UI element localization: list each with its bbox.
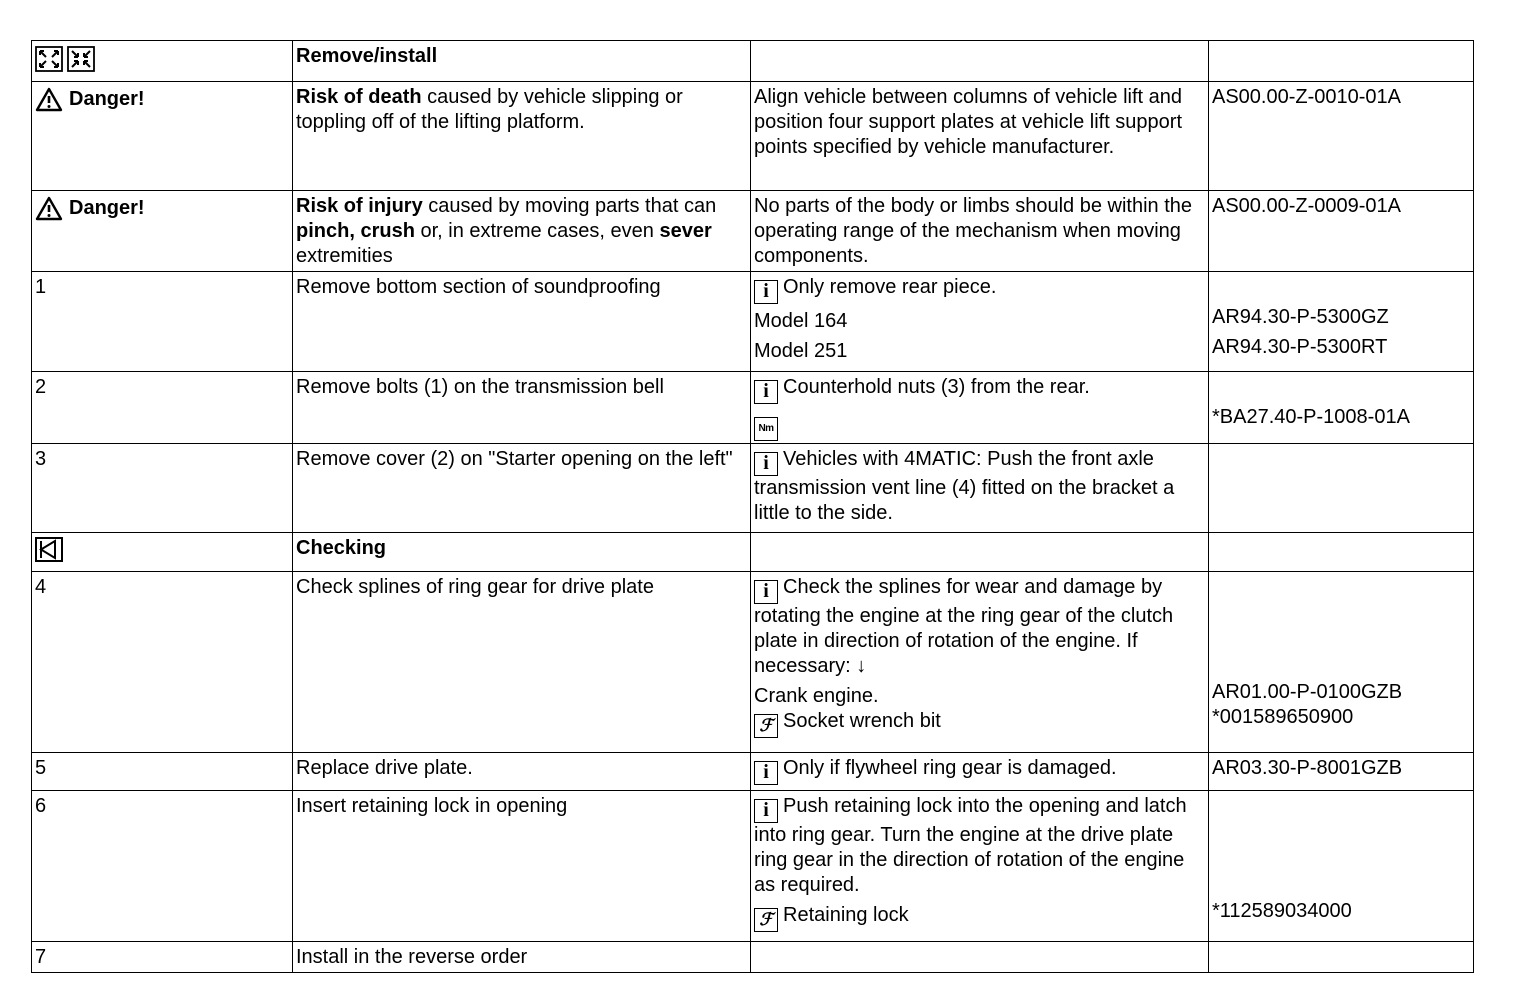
- step-notes-cell: [751, 753, 1209, 791]
- reference-cell: [1209, 444, 1474, 533]
- table-row: [32, 372, 1474, 444]
- reference-link[interactable]: *BA27.40-P-1008-01A: [1212, 406, 1410, 428]
- reference-link[interactable]: AR94.30-P-5300RT: [1212, 336, 1388, 358]
- step-action: Remove cover (2) on "Starter opening on the left": [293, 444, 751, 533]
- step-action: Insert retaining lock in opening: [293, 791, 751, 942]
- step-number: 2: [32, 372, 293, 444]
- table-row: [32, 942, 1474, 973]
- check-flag-icon: [35, 537, 63, 562]
- empty-cell: [1209, 942, 1474, 973]
- note-text: Vehicles with 4MATIC: Push the front axle transmission vent line (4) fitted on the bracket a little to the side.: [754, 448, 1175, 524]
- model-line: Model 164: [754, 310, 848, 332]
- tool-number[interactable]: *112589034000: [1212, 900, 1352, 922]
- step-notes-cell: [751, 272, 1209, 372]
- tool-icon: ℱ: [754, 908, 778, 932]
- torque-icon: Nm: [754, 417, 778, 441]
- reference-cell: [1209, 572, 1474, 753]
- risk-text: caused by moving parts that can: [422, 195, 717, 217]
- table-row: [32, 444, 1474, 533]
- reference-cell: [1209, 372, 1474, 444]
- reference-cell: AS00.00-Z-0009-01A: [1209, 191, 1474, 272]
- step-action: Install in the reverse order: [293, 942, 751, 973]
- step-notes-cell: [751, 372, 1209, 444]
- model-line: Model 251: [754, 340, 848, 362]
- table-row: [32, 82, 1474, 191]
- risk-bold-text: pinch, crush: [296, 220, 415, 242]
- checking-icon-cell: [32, 533, 293, 572]
- step-number: 7: [32, 942, 293, 973]
- measure-cell: Align vehicle between columns of vehicle lift and position four support plates at vehicle lift support points specified by vehicle manufacturer.: [751, 82, 1209, 191]
- step-number: 4: [32, 572, 293, 753]
- table-row: [32, 41, 1474, 82]
- empty-cell: [751, 533, 1209, 572]
- danger-cell: [32, 82, 293, 191]
- step-action: Remove bottom section of soundproofing: [293, 272, 751, 372]
- step-number: 6: [32, 791, 293, 942]
- tool-icon: ℱ: [754, 714, 778, 738]
- reference-cell: [1209, 272, 1474, 372]
- table-row: [32, 272, 1474, 372]
- table-row: [32, 191, 1474, 272]
- info-icon: i: [754, 380, 778, 404]
- warning-triangle-icon: [35, 87, 63, 112]
- danger-label: Danger!: [69, 197, 145, 219]
- tool-text: Socket wrench bit: [783, 710, 941, 732]
- arrow-down-icon: ↓: [856, 655, 867, 677]
- risk-bold-text: Risk of death: [296, 86, 422, 108]
- tool-number[interactable]: *001589650900: [1212, 706, 1354, 728]
- risk-text: caused by vehicle slipping or toppling off of the lifting platform.: [296, 86, 683, 133]
- table-row: [32, 572, 1474, 753]
- note-text: Only if flywheel ring gear is damaged.: [783, 757, 1117, 779]
- risk-cell: [293, 82, 751, 191]
- note-text: Only remove rear piece.: [783, 276, 997, 298]
- reference-link[interactable]: AR03.30-P-8001GZB: [1209, 753, 1474, 791]
- reference-cell: [1209, 791, 1474, 942]
- header-empty-cell: [751, 41, 1209, 82]
- procedure-table: [31, 40, 1474, 973]
- reference-link[interactable]: AR01.00-P-0100GZB: [1212, 681, 1403, 703]
- reference-cell: AS00.00-Z-0010-01A: [1209, 82, 1474, 191]
- danger-label: Danger!: [69, 88, 145, 110]
- table-row: [32, 533, 1474, 572]
- table-row: [32, 753, 1474, 791]
- risk-bold-text: Risk of injury: [296, 195, 423, 217]
- info-icon: i: [754, 761, 778, 785]
- step-action: Remove bolts (1) on the transmission bell: [293, 372, 751, 444]
- section-title: Checking: [293, 533, 751, 572]
- info-icon: i: [754, 799, 778, 823]
- measure-cell: No parts of the body or limbs should be within the operating range of the mechanism when moving components.: [751, 191, 1209, 272]
- info-icon: i: [754, 580, 778, 604]
- info-icon: i: [754, 452, 778, 476]
- step-number: 1: [32, 272, 293, 372]
- note-text: Push retaining lock into the opening and latch into ring gear. Turn the engine at the drive plate ring gear in the direction of rotation of the engine as required.: [754, 795, 1187, 896]
- tool-text: Retaining lock: [783, 904, 909, 926]
- expand-icon: [35, 46, 63, 72]
- header-title: Remove/install: [293, 41, 751, 82]
- risk-bold-text: sever: [659, 220, 712, 242]
- risk-text: extremities: [296, 245, 393, 267]
- step-notes-cell: [751, 444, 1209, 533]
- table-row: [32, 791, 1474, 942]
- warning-triangle-icon: [35, 196, 63, 221]
- risk-text: or, in extreme cases, even: [414, 220, 660, 242]
- danger-cell: [32, 191, 293, 272]
- empty-cell: [751, 942, 1209, 973]
- empty-cell: [1209, 533, 1474, 572]
- step-action: Check splines of ring gear for drive plate: [293, 572, 751, 753]
- collapse-icon: [67, 46, 95, 72]
- header-empty-cell: [1209, 41, 1474, 82]
- risk-cell: [293, 191, 751, 272]
- header-icons-cell: [32, 41, 293, 82]
- step-notes-cell: [751, 791, 1209, 942]
- reference-link[interactable]: AR94.30-P-5300GZ: [1212, 306, 1389, 328]
- step-action: Replace drive plate.: [293, 753, 751, 791]
- step-notes-cell: [751, 572, 1209, 753]
- step-number: 5: [32, 753, 293, 791]
- note-text: Check the splines for wear and damage by rotating the engine at the ring gear of the clutch plate in direction of rotation of the engine. If necessary:: [754, 576, 1174, 677]
- note-text: Counterhold nuts (3) from the rear.: [783, 376, 1090, 398]
- crank-text: Crank engine.: [754, 685, 879, 707]
- step-number: 3: [32, 444, 293, 533]
- info-icon: i: [754, 280, 778, 304]
